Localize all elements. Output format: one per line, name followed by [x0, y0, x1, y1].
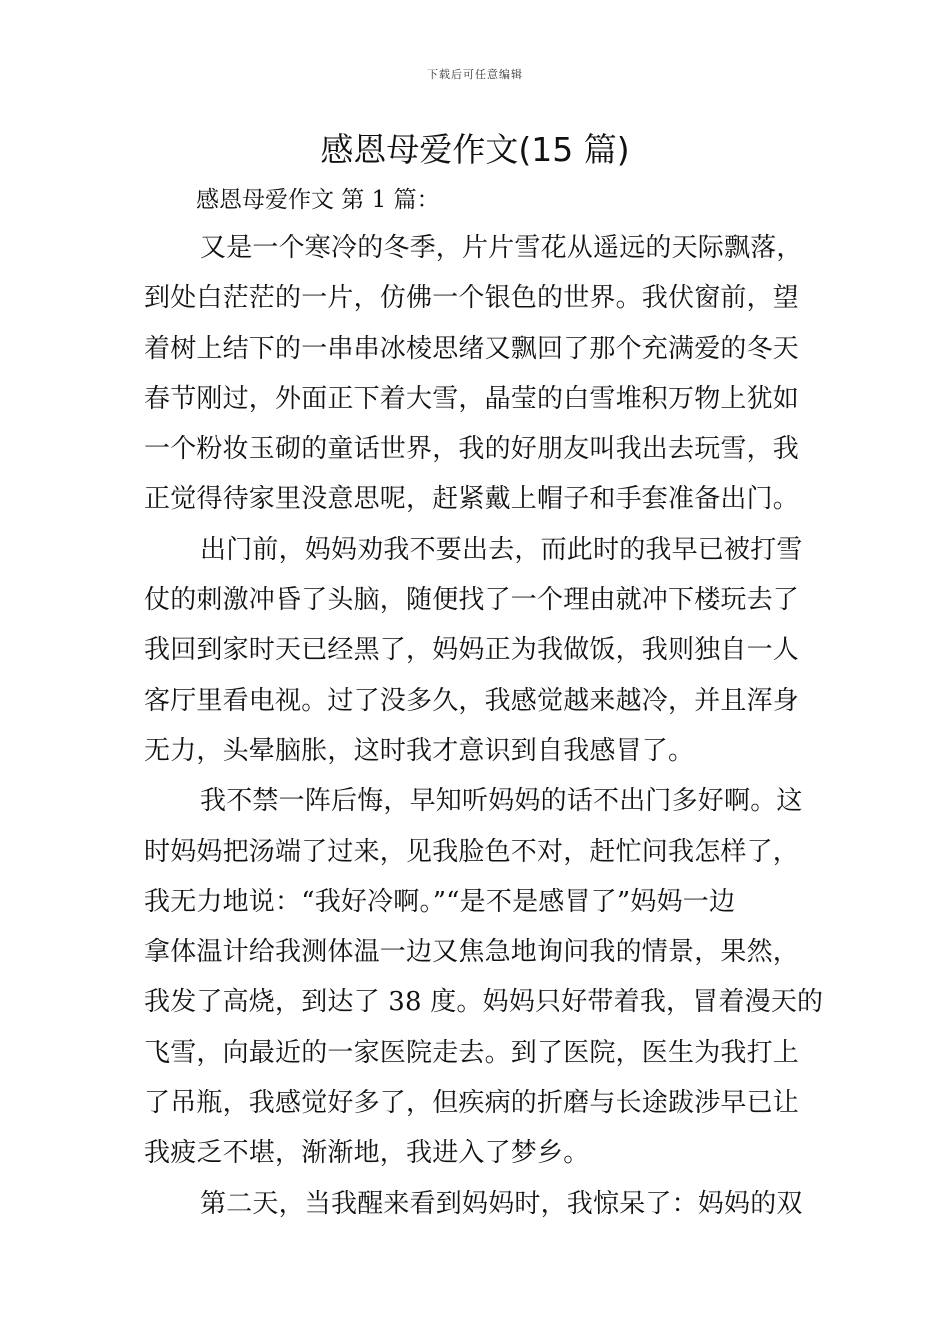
text-line: 无力，头晕脑胀，这时我才意识到自我感冒了。 — [144, 735, 695, 766]
text-line: 拿体温计给我测体温一边又焦急地询问我的情景，果然， — [144, 937, 800, 968]
text-line: 客厅里看电视。过了没多久，我感觉越来越冷，并且浑身 — [144, 685, 800, 716]
text-line: 春节刚过，外面正下着大雪，晶莹的白雪堆积万物上犹如 — [144, 383, 800, 414]
text-line: 时妈妈把汤端了过来，见我脸色不对，赶忙问我怎样了， — [144, 836, 800, 867]
text-line: 我不禁一阵后悔，早知听妈妈的话不出门多好啊。这 — [200, 786, 803, 817]
text-line: 又是一个寒冷的冬季，片片雪花从遥远的天际飘落， — [200, 233, 803, 263]
text-line: 到处白茫茫的一片，仿佛一个银色的世界。我伏窗前，望 — [144, 283, 800, 314]
text-line: 正觉得待家里没意思呢，赶紧戴上帽子和手套准备出门。 — [144, 484, 800, 515]
text-line: 仗的刺激冲昏了头脑，随便找了一个理由就冲下楼玩去了 — [144, 585, 800, 616]
header-note: 下载后可任意编辑 — [427, 68, 523, 81]
section-heading: 感恩母爱作文 第 1 篇： — [196, 187, 440, 213]
body-text — [144, 228, 824, 1234]
text-line: 我疲乏不堪，渐渐地，我进入了梦乡。 — [144, 1138, 590, 1169]
text-line: 我回到家时天已经黑了，妈妈正为我做饭，我则独自一人 — [144, 635, 800, 666]
text-line: 我发了高烧，到达了 38 度。妈妈只好带着我，冒着漫天的 — [144, 987, 824, 1018]
text-line: 出门前，妈妈劝我不要出去，而此时的我早已被打雪 — [200, 534, 803, 565]
text-line: 第二天，当我醒来看到妈妈时，我惊呆了：妈妈的双 — [200, 1188, 803, 1219]
text-line: 飞雪，向最近的一家医院走去。到了医院，医生为我打上 — [144, 1037, 800, 1068]
text-line: 了吊瓶，我感觉好多了，但疾病的折磨与长途跋涉早已让 — [144, 1088, 800, 1119]
text-line: 着树上结下的一串串冰棱思绪又飘回了那个充满爱的冬天 — [144, 333, 800, 364]
text-line: 一个粉妆玉砌的童话世界，我的好朋友叫我出去玩雪，我 — [144, 434, 800, 465]
document-title: 感恩母爱作文(15 篇) — [320, 130, 630, 169]
text-line: 我无力地说：“我好冷啊。”“是不是感冒了”妈妈一边 — [144, 886, 736, 917]
